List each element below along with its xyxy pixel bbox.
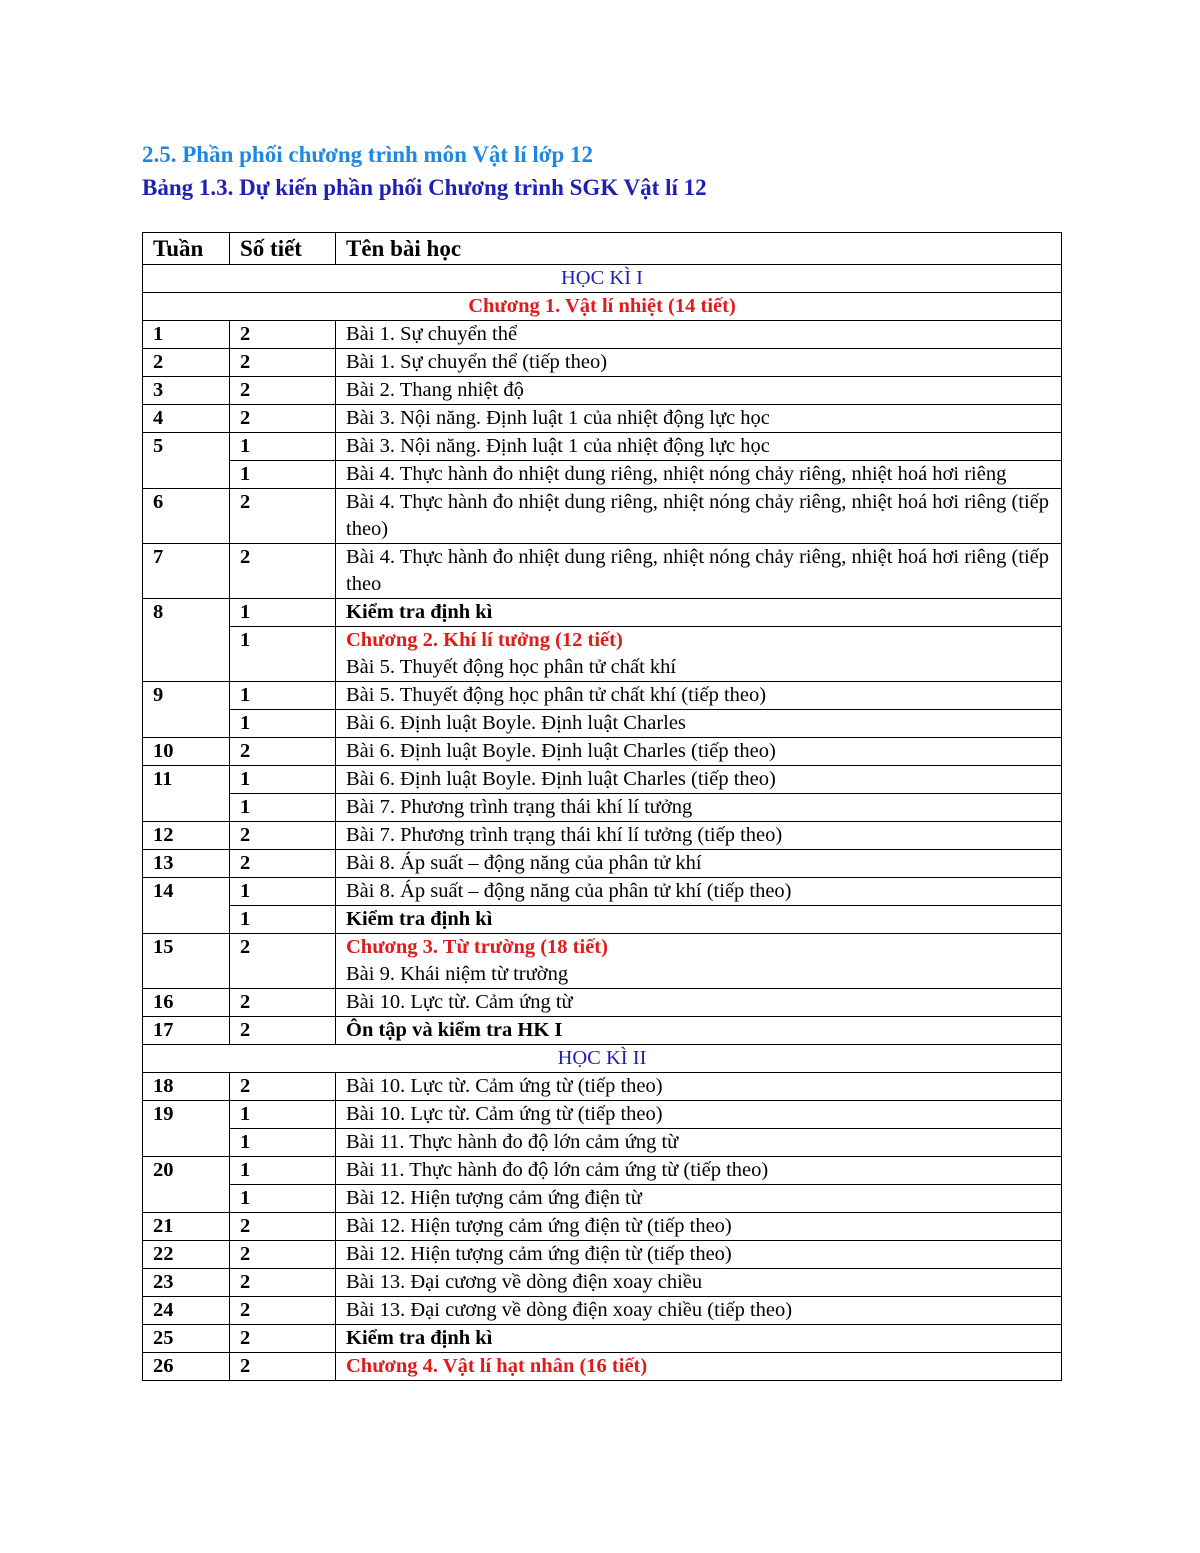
periods-cell: 1 [230,599,336,627]
lesson-title: Bài 9. Khái niệm từ trường [346,963,569,985]
periods-cell: 2 [230,1325,336,1353]
week-cell: 6 [143,489,230,544]
lesson-cell [336,878,1062,906]
periods-cell: 2 [230,405,336,433]
table-row [143,461,1062,489]
week-cell: 10 [143,738,230,766]
table-row [143,627,1062,682]
lesson-cell [336,377,1062,405]
week-cell: 5 [143,433,230,461]
lesson-title: Bài 5. Thuyết động học phân tử chất khí (tiếp theo) [346,684,767,706]
week-cell [143,710,230,738]
week-cell: 7 [143,544,230,599]
table-row [143,682,1062,710]
lesson-cell [336,1297,1062,1325]
table-row [143,433,1062,461]
week-cell: 2 [143,349,230,377]
week-cell: 19 [143,1101,230,1129]
lesson-cell [336,489,1062,544]
lesson-title: Bài 1. Sự chuyển thể [346,323,518,345]
lesson-cell [336,1129,1062,1157]
lesson-title: Bài 10. Lực từ. Cảm ứng từ (tiếp theo) [346,1075,663,1097]
periods-cell: 2 [230,489,336,544]
lesson-title: Bài 3. Nội năng. Định luật 1 của nhiệt động lực học [346,435,770,457]
periods-cell: 1 [230,433,336,461]
week-cell: 23 [143,1269,230,1297]
table-row [143,599,1062,627]
lesson-title: Bài 13. Đại cương về dòng điện xoay chiều [346,1271,703,1293]
table-row [143,989,1062,1017]
lesson-title: Bài 11. Thực hành đo độ lớn cảm ứng từ (tiếp theo) [346,1159,769,1181]
periods-cell: 2 [230,321,336,349]
lesson-title: Bài 3. Nội năng. Định luật 1 của nhiệt động lực học [346,407,770,429]
periods-cell: 2 [230,738,336,766]
week-cell: 24 [143,1297,230,1325]
periods-cell: 2 [230,1353,336,1381]
lesson-cell [336,461,1062,489]
lesson-title: Bài 12. Hiện tượng cảm ứng điện từ (tiếp theo) [346,1243,732,1265]
periods-cell: 2 [230,1073,336,1101]
lesson-cell [336,599,1062,627]
week-cell [143,1185,230,1213]
week-cell: 4 [143,405,230,433]
lesson-cell [336,433,1062,461]
lesson-title: Bài 5. Thuyết động học phân tử chất khí [346,656,677,678]
lesson-title: Bài 4. Thực hành đo nhiệt dung riêng, nhiệt nóng chảy riêng, nhiệt hoá hơi riêng (tiếp theo) [346,491,1050,540]
lesson-cell [336,822,1062,850]
lesson-title: Bài 12. Hiện tượng cảm ứng điện từ [346,1187,642,1209]
periods-cell: 2 [230,377,336,405]
lesson-title: Kiểm tra định kì [346,1327,493,1349]
chapter-title: Chương 2. Khí lí tưởng (12 tiết) [346,629,623,651]
lesson-cell [336,710,1062,738]
chapter-label: Chương 1. Vật lí nhiệt (14 tiết) [143,293,1062,321]
table-row [143,1241,1062,1269]
week-cell: 21 [143,1213,230,1241]
table-row [143,1297,1062,1325]
lesson-cell [336,1269,1062,1297]
semester-label: HỌC KÌ II [143,1045,1062,1073]
table-row [143,544,1062,599]
table-row [143,738,1062,766]
lesson-cell [336,1241,1062,1269]
week-cell: 1 [143,321,230,349]
periods-cell: 1 [230,794,336,822]
header-lesson: Tên bài học [336,233,1062,265]
periods-cell: 1 [230,1185,336,1213]
periods-cell: 2 [230,934,336,989]
table-row [143,766,1062,794]
periods-cell: 1 [230,878,336,906]
lesson-cell [336,1073,1062,1101]
week-cell: 18 [143,1073,230,1101]
lesson-cell [336,934,1062,989]
periods-cell: 2 [230,544,336,599]
week-cell: 25 [143,1325,230,1353]
table-row [143,1353,1062,1381]
week-cell: 3 [143,377,230,405]
week-cell: 16 [143,989,230,1017]
lesson-title: Bài 6. Định luật Boyle. Định luật Charles (tiếp theo) [346,768,776,790]
chapter-title: Chương 4. Vật lí hạt nhân (16 tiết) [346,1355,648,1377]
lesson-cell [336,627,1062,682]
table-row [143,1157,1062,1185]
lesson-cell [336,1325,1062,1353]
lesson-title: Bài 10. Lực từ. Cảm ứng từ [346,991,573,1013]
lesson-title: Bài 8. Áp suất – động năng của phân tử khí (tiếp theo) [346,880,792,902]
week-cell [143,1129,230,1157]
section-heading: 2.5. Phần phối chương trình môn Vật lí lớp 12 [142,142,594,167]
periods-cell: 1 [230,1157,336,1185]
table-row [143,1269,1062,1297]
lesson-title: Bài 2. Thang nhiệt độ [346,379,524,401]
lesson-title: Ôn tập và kiểm tra HK I [346,1019,563,1041]
week-cell: 26 [143,1353,230,1381]
lesson-title: Bài 6. Định luật Boyle. Định luật Charles [346,712,686,734]
periods-cell: 1 [230,710,336,738]
week-cell: 9 [143,682,230,710]
lesson-cell [336,989,1062,1017]
lesson-title: Bài 4. Thực hành đo nhiệt dung riêng, nhiệt nóng chảy riêng, nhiệt hoá hơi riêng (tiếp theo [346,546,1050,595]
table-row [143,1185,1062,1213]
lesson-cell [336,738,1062,766]
lesson-cell [336,1353,1062,1381]
chapter-title: Chương 3. Từ trường (18 tiết) [346,936,608,958]
table-header-row [143,233,1062,265]
table-row [143,405,1062,433]
lesson-title: Bài 7. Phương trình trạng thái khí lí tưởng [346,796,693,818]
week-cell [143,627,230,682]
header-week: Tuần [143,233,230,265]
lesson-cell [336,1213,1062,1241]
table-row [143,1073,1062,1101]
periods-cell: 1 [230,461,336,489]
week-cell: 8 [143,599,230,627]
table-row [143,878,1062,906]
periods-cell: 2 [230,989,336,1017]
lesson-cell [336,1157,1062,1185]
week-cell [143,906,230,934]
lesson-cell [336,1017,1062,1045]
lesson-cell [336,405,1062,433]
table-row [143,1325,1062,1353]
lesson-title: Bài 8. Áp suất – động năng của phân tử khí [346,852,702,874]
table-row [143,906,1062,934]
table-row [143,321,1062,349]
semester-row [143,1045,1062,1073]
lesson-cell [336,349,1062,377]
table-row [143,794,1062,822]
periods-cell: 2 [230,349,336,377]
lesson-cell [336,1185,1062,1213]
table-row [143,850,1062,878]
lesson-cell [336,544,1062,599]
lesson-title: Bài 12. Hiện tượng cảm ứng điện từ (tiếp theo) [346,1215,732,1237]
table-row [143,934,1062,989]
week-cell: 12 [143,822,230,850]
lesson-title: Bài 11. Thực hành đo độ lớn cảm ứng từ [346,1131,679,1153]
lesson-cell [336,1101,1062,1129]
periods-cell: 2 [230,850,336,878]
week-cell: 22 [143,1241,230,1269]
table-row [143,1017,1062,1045]
week-cell [143,794,230,822]
chapter-row [143,293,1062,321]
lesson-title: Kiểm tra định kì [346,601,493,623]
table-row [143,489,1062,544]
periods-cell: 2 [230,822,336,850]
week-cell: 17 [143,1017,230,1045]
lesson-title: Bài 13. Đại cương về dòng điện xoay chiều (tiếp theo) [346,1299,793,1321]
week-cell: 15 [143,934,230,989]
periods-cell: 2 [230,1297,336,1325]
lesson-title: Bài 1. Sự chuyển thể (tiếp theo) [346,351,608,373]
lesson-title: Bài 4. Thực hành đo nhiệt dung riêng, nhiệt nóng chảy riêng, nhiệt hoá hơi riêng [346,463,1007,485]
table-row [143,710,1062,738]
periods-cell: 2 [230,1269,336,1297]
lesson-title: Bài 10. Lực từ. Cảm ứng từ (tiếp theo) [346,1103,663,1125]
table-row [143,1129,1062,1157]
lesson-cell [336,906,1062,934]
table-caption: Bảng 1.3. Dự kiến phần phối Chương trình SGK Vật lí 12 [142,175,707,200]
periods-cell: 1 [230,1101,336,1129]
periods-cell: 1 [230,906,336,934]
periods-cell: 1 [230,1129,336,1157]
table-row [143,1213,1062,1241]
lesson-title: Bài 6. Định luật Boyle. Định luật Charles (tiếp theo) [346,740,776,762]
lesson-cell [336,766,1062,794]
table-row [143,822,1062,850]
table-row [143,377,1062,405]
semester-label: HỌC KÌ I [143,265,1062,293]
periods-cell: 2 [230,1213,336,1241]
lesson-title: Bài 7. Phương trình trạng thái khí lí tưởng (tiếp theo) [346,824,783,846]
week-cell: 20 [143,1157,230,1185]
lesson-cell [336,794,1062,822]
periods-cell: 1 [230,627,336,682]
lesson-title: Kiểm tra định kì [346,908,493,930]
table-row [143,349,1062,377]
table-row [143,1101,1062,1129]
periods-cell: 1 [230,766,336,794]
periods-cell: 1 [230,682,336,710]
week-cell: 13 [143,850,230,878]
week-cell [143,461,230,489]
periods-cell: 2 [230,1241,336,1269]
lesson-cell [336,682,1062,710]
periods-cell: 2 [230,1017,336,1045]
week-cell: 14 [143,878,230,906]
header-periods: Số tiết [230,233,336,265]
lesson-cell [336,850,1062,878]
semester-row [143,265,1062,293]
lesson-cell [336,321,1062,349]
curriculum-table [142,232,1062,1381]
week-cell: 11 [143,766,230,794]
